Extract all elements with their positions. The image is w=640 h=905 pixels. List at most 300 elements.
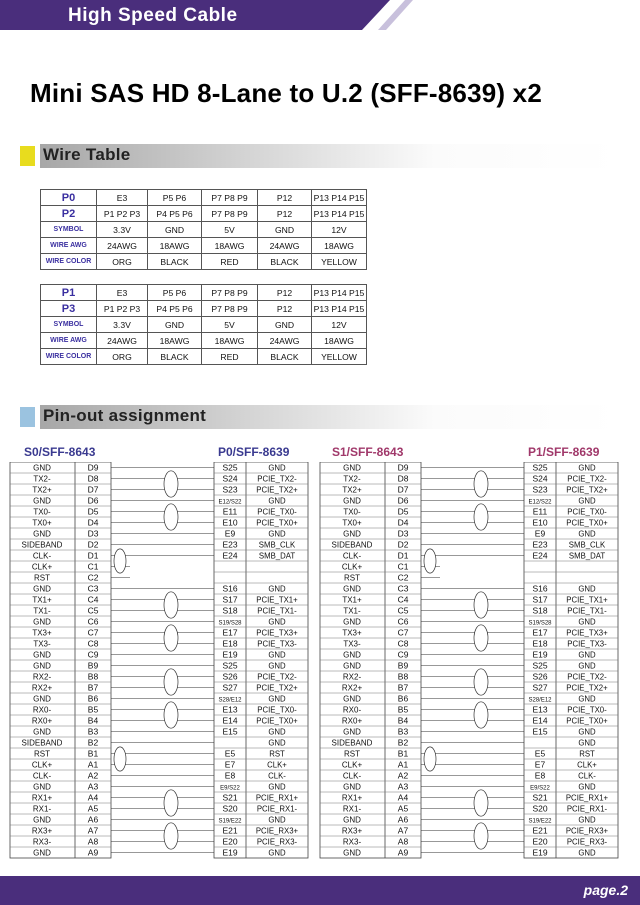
signal-label: TX0+ bbox=[32, 518, 52, 528]
pin-id: D9 bbox=[87, 462, 99, 473]
pin-id: D9 bbox=[397, 462, 409, 473]
pin-id: E23 bbox=[222, 539, 238, 550]
pin-id: S19/E22 bbox=[528, 818, 552, 825]
signal-label: CLK+ bbox=[267, 760, 287, 770]
pin-id: A7 bbox=[397, 825, 409, 836]
table-cell: 24AWG bbox=[97, 333, 148, 349]
pin-id: C8 bbox=[397, 638, 409, 649]
signal-label: PCIE_TX2- bbox=[567, 672, 607, 682]
pin-id: D7 bbox=[397, 484, 409, 495]
page-number: page.2 bbox=[583, 882, 628, 898]
table-cell: YELLOW bbox=[312, 349, 367, 365]
signal-label: CLK- bbox=[342, 771, 362, 781]
table-cell: ORG bbox=[97, 254, 148, 270]
signal-label: SMB_DAT bbox=[258, 551, 296, 561]
signal-label: PCIE_TX1- bbox=[257, 606, 297, 616]
pin-id: S20 bbox=[222, 803, 238, 814]
table-cell: YELLOW bbox=[312, 254, 367, 270]
row-header: P3 bbox=[41, 301, 97, 317]
twisted-pair-icon bbox=[164, 823, 178, 849]
section-marker-icon bbox=[20, 407, 35, 427]
signal-label: GND bbox=[268, 661, 286, 671]
table-cell: 18AWG bbox=[202, 238, 258, 254]
table-cell: GND bbox=[148, 317, 202, 333]
signal-label: TX1- bbox=[343, 606, 361, 616]
signal-label: CLK+ bbox=[341, 760, 363, 770]
signal-label: TX3- bbox=[343, 639, 361, 649]
pin-id: E5 bbox=[224, 748, 236, 759]
pin-id: S28/E12 bbox=[528, 697, 552, 704]
table-cell: P13 P14 P15 bbox=[312, 206, 367, 222]
signal-label: GND bbox=[268, 463, 286, 473]
row-header: WIRE AWG bbox=[41, 238, 97, 254]
signal-label: GND bbox=[578, 848, 596, 858]
pin-id: S19/E22 bbox=[218, 818, 242, 825]
signal-label: GND bbox=[578, 661, 596, 671]
footer-bar bbox=[0, 876, 640, 905]
signal-label: GND bbox=[268, 529, 286, 539]
signal-label: GND bbox=[33, 584, 51, 594]
signal-label: GND bbox=[33, 650, 51, 660]
signal-label: PCIE_TX0- bbox=[567, 705, 607, 715]
pin-id: C3 bbox=[397, 583, 409, 594]
wire-table-2 bbox=[40, 284, 367, 365]
signal-label: GND bbox=[578, 815, 596, 825]
pin-id: C7 bbox=[87, 627, 99, 638]
signal-label: SIDEBAND bbox=[331, 738, 373, 748]
pin-id: E12/S22 bbox=[528, 499, 552, 506]
signal-label: TX2+ bbox=[32, 485, 52, 495]
p0-header: P0/SFF-8639 bbox=[218, 445, 290, 459]
pin-id: A6 bbox=[397, 814, 409, 825]
signal-label: PCIE_TX1+ bbox=[256, 595, 298, 605]
row-header: SYMBOL bbox=[41, 222, 97, 238]
signal-label: RX3+ bbox=[341, 826, 363, 836]
signal-label: GND bbox=[268, 650, 286, 660]
twisted-pair-icon bbox=[474, 592, 488, 618]
pin-id: E23 bbox=[532, 539, 548, 550]
table-cell: P5 P6 bbox=[148, 285, 202, 301]
table-cell: P1 P2 P3 bbox=[97, 301, 148, 317]
signal-label: PCIE_TX2- bbox=[257, 672, 297, 682]
signal-label: GND bbox=[268, 782, 286, 792]
wire-table-row bbox=[41, 317, 367, 333]
signal-label: GND bbox=[33, 661, 51, 671]
signal-label: GND bbox=[343, 848, 361, 858]
pin-id: S27 bbox=[222, 682, 238, 693]
signal-label: GND bbox=[578, 738, 596, 748]
signal-label: GND bbox=[343, 815, 361, 825]
signal-label: GND bbox=[268, 617, 286, 627]
signal-label: TX0- bbox=[343, 507, 361, 517]
pin-id: E5 bbox=[534, 748, 546, 759]
section-title: Wire Table bbox=[43, 145, 131, 164]
row-header: P0 bbox=[41, 190, 97, 206]
table-cell: 18AWG bbox=[148, 333, 202, 349]
twisted-pair-icon bbox=[474, 625, 488, 651]
signal-label: RX1+ bbox=[31, 793, 53, 803]
signal-label: GND bbox=[33, 529, 51, 539]
wire-table-row bbox=[41, 238, 367, 254]
signal-label: GND bbox=[268, 496, 286, 506]
pin-id: E20 bbox=[222, 836, 238, 847]
pin-id: A8 bbox=[87, 836, 99, 847]
pin-id: D6 bbox=[87, 495, 99, 506]
signal-label: RX0+ bbox=[341, 716, 363, 726]
pin-id: S18 bbox=[222, 605, 238, 616]
pin-id: E19 bbox=[222, 649, 238, 660]
pin-id: B7 bbox=[87, 682, 99, 693]
signal-label: RX0- bbox=[32, 705, 52, 715]
signal-label: TX1+ bbox=[342, 595, 362, 605]
pin-id: A2 bbox=[397, 770, 409, 781]
page-title: Mini SAS HD 8-Lane to U.2 (SFF-8639) x2 bbox=[30, 78, 543, 108]
signal-label: PCIE_RX3+ bbox=[565, 826, 609, 836]
signal-label: GND bbox=[343, 496, 361, 506]
twisted-pair-icon bbox=[164, 471, 178, 497]
signal-label: PCIE_TX3+ bbox=[566, 628, 608, 638]
pin-id: S17 bbox=[222, 594, 238, 605]
signal-label: CLK- bbox=[32, 771, 52, 781]
pin-id: D3 bbox=[87, 528, 99, 539]
s1-header: S1/SFF-8643 bbox=[332, 445, 404, 459]
pin-id: D8 bbox=[397, 473, 409, 484]
pin-id: S27 bbox=[532, 682, 548, 693]
pin-id: E9/S22 bbox=[530, 785, 550, 792]
signal-label: TX1- bbox=[33, 606, 51, 616]
table-cell: 5V bbox=[202, 317, 258, 333]
pin-id: E14 bbox=[532, 715, 548, 726]
signal-label: PCIE_RX1+ bbox=[255, 793, 299, 803]
pin-id: A1 bbox=[87, 759, 99, 770]
twisted-pair-icon bbox=[164, 669, 178, 695]
signal-label: PCIE_TX2- bbox=[257, 474, 297, 484]
pin-id: B9 bbox=[397, 660, 409, 671]
signal-label: RX1+ bbox=[341, 793, 363, 803]
signal-label: GND bbox=[578, 727, 596, 737]
pin-id: S19/S28 bbox=[218, 620, 242, 627]
table-cell: 3.3V bbox=[97, 317, 148, 333]
pin-id: E18 bbox=[222, 638, 238, 649]
table-cell: P12 bbox=[258, 285, 312, 301]
table-cell: BLACK bbox=[148, 349, 202, 365]
pin-id: S19/S28 bbox=[528, 620, 552, 627]
table-cell: 24AWG bbox=[258, 333, 312, 349]
pin-id: E21 bbox=[532, 825, 548, 836]
pin-id: D8 bbox=[87, 473, 99, 484]
table-cell: 18AWG bbox=[312, 238, 367, 254]
wire-table-row bbox=[41, 349, 367, 365]
signal-label: TX3- bbox=[33, 639, 51, 649]
pin-id: C5 bbox=[87, 605, 99, 616]
twisted-pair-icon bbox=[424, 549, 436, 573]
twisted-pair-icon bbox=[474, 790, 488, 816]
signal-label: GND bbox=[33, 848, 51, 858]
pin-id: E24 bbox=[532, 550, 548, 561]
pin-id: A8 bbox=[397, 836, 409, 847]
pin-id: A4 bbox=[87, 792, 99, 803]
pin-id: C5 bbox=[397, 605, 409, 616]
signal-label: GND bbox=[268, 727, 286, 737]
pin-id: S25 bbox=[222, 660, 238, 671]
pin-id: S25 bbox=[532, 660, 548, 671]
table-cell: 3.3V bbox=[97, 222, 148, 238]
table-cell: 18AWG bbox=[312, 333, 367, 349]
signal-label: CLK- bbox=[32, 551, 52, 561]
pin-id: E19 bbox=[222, 847, 238, 858]
signal-label: TX2+ bbox=[342, 485, 362, 495]
p1-header: P1/SFF-8639 bbox=[528, 445, 600, 459]
section-title: Pin-out assignment bbox=[43, 406, 207, 425]
pin-id: D5 bbox=[87, 506, 99, 517]
pin-id: B9 bbox=[87, 660, 99, 671]
table-cell: P12 bbox=[258, 301, 312, 317]
pin-id: S25 bbox=[222, 462, 238, 473]
pin-id: A5 bbox=[87, 803, 99, 814]
row-header: WIRE COLOR bbox=[41, 349, 97, 365]
signal-label: RST bbox=[579, 749, 595, 759]
pin-id: S21 bbox=[222, 792, 238, 803]
pin-id: B2 bbox=[87, 737, 99, 748]
table-cell: P4 P5 P6 bbox=[148, 301, 202, 317]
signal-label: RX2+ bbox=[31, 683, 53, 693]
signal-label: PCIE_RX3- bbox=[256, 837, 298, 847]
pin-id: C8 bbox=[87, 638, 99, 649]
pin-id: B5 bbox=[397, 704, 409, 715]
pin-id: S24 bbox=[532, 473, 548, 484]
pin-id: S16 bbox=[532, 583, 548, 594]
twisted-pair-icon bbox=[164, 702, 178, 728]
twisted-pair-icon bbox=[474, 471, 488, 497]
signal-label: CLK+ bbox=[577, 760, 597, 770]
row-header: SYMBOL bbox=[41, 317, 97, 333]
signal-label: GND bbox=[343, 650, 361, 660]
signal-label: GND bbox=[268, 584, 286, 594]
pin-id: S16 bbox=[222, 583, 238, 594]
pin-id: A5 bbox=[397, 803, 409, 814]
s0-header: S0/SFF-8643 bbox=[24, 445, 96, 459]
signal-label: GND bbox=[268, 738, 286, 748]
wire-table-row bbox=[41, 190, 367, 206]
table-cell: ORG bbox=[97, 349, 148, 365]
pin-id: D4 bbox=[397, 517, 409, 528]
signal-label: PCIE_RX1- bbox=[566, 804, 608, 814]
section-marker-icon bbox=[20, 146, 35, 166]
signal-label: GND bbox=[343, 694, 361, 704]
pin-id: B3 bbox=[397, 726, 409, 737]
signal-label: GND bbox=[33, 815, 51, 825]
signal-label: CLK+ bbox=[31, 760, 53, 770]
pin-id: B3 bbox=[87, 726, 99, 737]
pin-id: E14 bbox=[222, 715, 238, 726]
wire-table-row bbox=[41, 333, 367, 349]
signal-label: RX3- bbox=[342, 837, 362, 847]
pinout-diagram bbox=[0, 462, 640, 862]
pin-id: C1 bbox=[87, 561, 99, 572]
signal-label: RX1- bbox=[342, 804, 362, 814]
pin-id: B8 bbox=[87, 671, 99, 682]
table-cell: P13 P14 P15 bbox=[312, 301, 367, 317]
pin-id: C2 bbox=[87, 572, 99, 583]
pin-id: C9 bbox=[87, 649, 99, 660]
signal-label: CLK+ bbox=[31, 562, 53, 572]
signal-label: SIDEBAND bbox=[331, 540, 373, 550]
twisted-pair-icon bbox=[474, 702, 488, 728]
table-cell: BLACK bbox=[148, 254, 202, 270]
twisted-pair-icon bbox=[474, 669, 488, 695]
pin-id: E8 bbox=[224, 770, 236, 781]
signal-label: PCIE_TX1- bbox=[567, 606, 607, 616]
table-cell: RED bbox=[202, 349, 258, 365]
signal-label: SMB_DAT bbox=[568, 551, 606, 561]
pin-id: D2 bbox=[397, 539, 409, 550]
signal-label: SIDEBAND bbox=[21, 738, 63, 748]
twisted-pair-icon bbox=[424, 747, 436, 771]
signal-label: RX2- bbox=[342, 672, 362, 682]
signal-label: PCIE_TX2- bbox=[567, 474, 607, 484]
signal-label: PCIE_RX3+ bbox=[255, 826, 299, 836]
pin-id: E15 bbox=[532, 726, 548, 737]
table-cell: GND bbox=[258, 222, 312, 238]
table-cell: 12V bbox=[312, 222, 367, 238]
pin-id: B6 bbox=[397, 693, 409, 704]
signal-label: CLK+ bbox=[341, 562, 363, 572]
wire-table-row bbox=[41, 301, 367, 317]
pin-id: C6 bbox=[397, 616, 409, 627]
pin-id: S26 bbox=[222, 671, 238, 682]
signal-label: RST bbox=[344, 749, 360, 759]
pin-id: C9 bbox=[397, 649, 409, 660]
pin-id: D7 bbox=[87, 484, 99, 495]
signal-label: GND bbox=[343, 584, 361, 594]
twisted-pair-icon bbox=[164, 504, 178, 530]
signal-label: SIDEBAND bbox=[21, 540, 63, 550]
signal-label: CLK- bbox=[268, 771, 286, 781]
pin-id: S23 bbox=[222, 484, 238, 495]
table-cell: P1 P2 P3 bbox=[97, 206, 148, 222]
signal-label: PCIE_TX3- bbox=[257, 639, 297, 649]
pin-id: E9 bbox=[534, 528, 546, 539]
signal-label: TX3+ bbox=[342, 628, 362, 638]
pin-id: D5 bbox=[397, 506, 409, 517]
wire-table-row bbox=[41, 222, 367, 238]
pin-id: B8 bbox=[397, 671, 409, 682]
pin-id: D2 bbox=[87, 539, 99, 550]
signal-label: TX2- bbox=[33, 474, 51, 484]
signal-label: PCIE_TX2+ bbox=[256, 683, 298, 693]
twisted-pair-icon bbox=[164, 790, 178, 816]
signal-label: GND bbox=[343, 727, 361, 737]
row-header: P1 bbox=[41, 285, 97, 301]
pin-id: E13 bbox=[532, 704, 548, 715]
pin-id: A2 bbox=[87, 770, 99, 781]
pin-id: S24 bbox=[222, 473, 238, 484]
pin-id: E7 bbox=[224, 759, 236, 770]
signal-label: PCIE_TX0- bbox=[257, 507, 297, 517]
signal-label: RST bbox=[269, 749, 285, 759]
table-cell: 24AWG bbox=[258, 238, 312, 254]
signal-label: RX2+ bbox=[341, 683, 363, 693]
wire-table-section-header bbox=[20, 144, 620, 168]
table-cell: E3 bbox=[97, 285, 148, 301]
signal-label: PCIE_TX2+ bbox=[256, 485, 298, 495]
signal-label: CLK- bbox=[342, 551, 362, 561]
twisted-pair-icon bbox=[164, 625, 178, 651]
table-cell: P7 P8 P9 bbox=[202, 206, 258, 222]
pin-id: S26 bbox=[532, 671, 548, 682]
signal-label: PCIE_TX0- bbox=[567, 507, 607, 517]
signal-label: GND bbox=[578, 694, 596, 704]
pin-id: E8 bbox=[534, 770, 546, 781]
table-cell: GND bbox=[258, 317, 312, 333]
signal-label: GND bbox=[33, 463, 51, 473]
signal-label: TX1+ bbox=[32, 595, 52, 605]
pin-id: E17 bbox=[532, 627, 548, 638]
pin-id: S23 bbox=[532, 484, 548, 495]
signal-label: PCIE_TX3- bbox=[567, 639, 607, 649]
signal-label: GND bbox=[578, 463, 596, 473]
table-cell: P7 P8 P9 bbox=[202, 285, 258, 301]
table-cell: E3 bbox=[97, 190, 148, 206]
pin-id: E10 bbox=[532, 517, 548, 528]
pin-id: E18 bbox=[532, 638, 548, 649]
table-cell: P4 P5 P6 bbox=[148, 206, 202, 222]
pin-id: A7 bbox=[87, 825, 99, 836]
signal-label: RX0+ bbox=[31, 716, 53, 726]
pin-id: E13 bbox=[222, 704, 238, 715]
table-cell: P5 P6 bbox=[148, 190, 202, 206]
pin-id: C4 bbox=[397, 594, 409, 605]
pin-id: C2 bbox=[397, 572, 409, 583]
signal-label: GND bbox=[33, 727, 51, 737]
signal-label: GND bbox=[33, 496, 51, 506]
signal-label: TX0- bbox=[33, 507, 51, 517]
pin-id: B2 bbox=[397, 737, 409, 748]
signal-label: GND bbox=[33, 617, 51, 627]
pin-id: A3 bbox=[397, 781, 409, 792]
pin-id: D1 bbox=[87, 550, 99, 561]
banner-title: High Speed Cable bbox=[68, 5, 238, 26]
twisted-pair-icon bbox=[114, 549, 126, 573]
table-cell: P12 bbox=[258, 206, 312, 222]
pin-id: D4 bbox=[87, 517, 99, 528]
table-cell: 12V bbox=[312, 317, 367, 333]
row-header: P2 bbox=[41, 206, 97, 222]
signal-label: SMB_CLK bbox=[568, 540, 606, 550]
pin-id: E12/S22 bbox=[218, 499, 242, 506]
signal-label: GND bbox=[578, 617, 596, 627]
pin-id: B4 bbox=[87, 715, 99, 726]
pin-id: C6 bbox=[87, 616, 99, 627]
signal-label: GND bbox=[268, 694, 286, 704]
signal-label: RX3- bbox=[32, 837, 52, 847]
twisted-pair-icon bbox=[114, 747, 126, 771]
pin-id: A9 bbox=[397, 847, 409, 858]
pin-id: A4 bbox=[397, 792, 409, 803]
row-header: WIRE COLOR bbox=[41, 254, 97, 270]
twisted-pair-icon bbox=[474, 823, 488, 849]
table-cell: P13 P14 P15 bbox=[312, 190, 367, 206]
pinout-section-header bbox=[20, 405, 620, 429]
wire-table-row bbox=[41, 254, 367, 270]
pin-id: B4 bbox=[397, 715, 409, 726]
signal-label: PCIE_RX1- bbox=[256, 804, 298, 814]
signal-label: RST bbox=[344, 573, 360, 583]
signal-label: GND bbox=[578, 584, 596, 594]
signal-label: TX2- bbox=[343, 474, 361, 484]
pin-id: E11 bbox=[222, 506, 238, 517]
pin-id: A6 bbox=[87, 814, 99, 825]
